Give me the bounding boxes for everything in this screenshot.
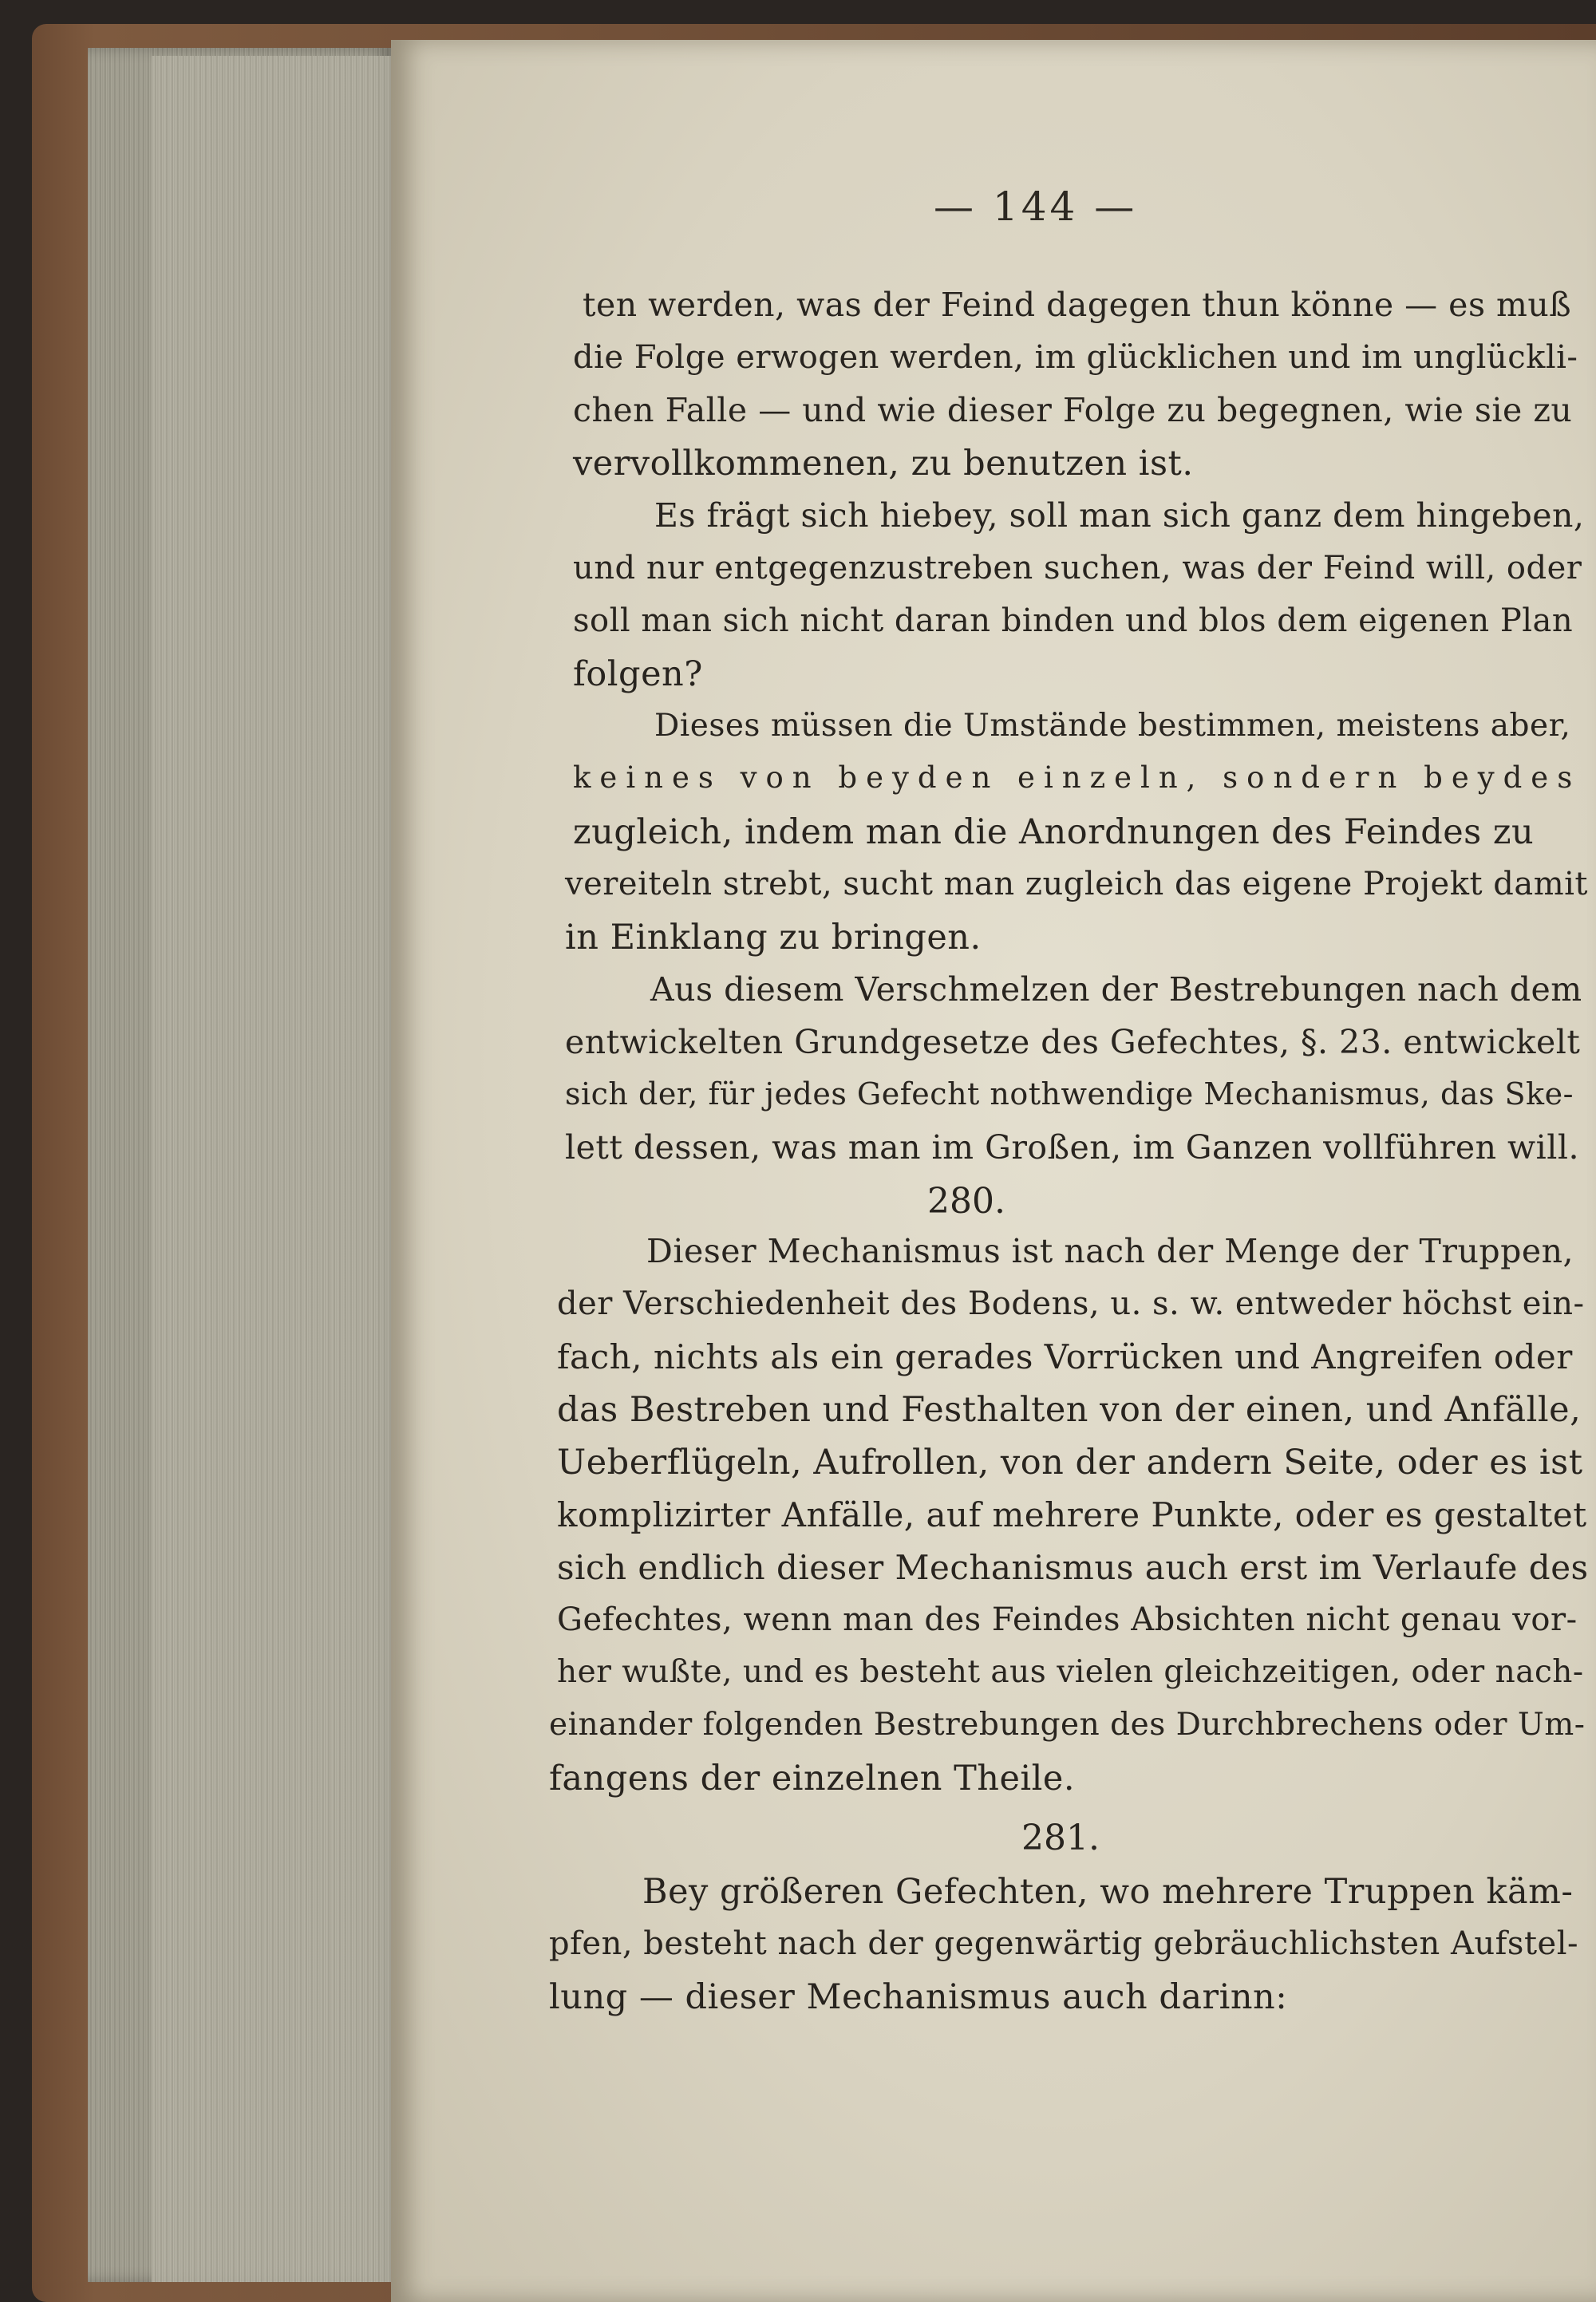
text-line-17: lett dessen, was man im Großen, im Ganzen vollführen will. — [565, 1128, 1579, 1167]
text-line-15: entwickelten Grundgesetze des Gefechtes, §. 23. entwickelt — [565, 1023, 1581, 1061]
text-line-20: fach, nichts als ein gerades Vorrücken und Angreifen oder — [557, 1337, 1573, 1376]
text-line-10: keines von beyden einzeln, sondern beydes — [573, 760, 1582, 795]
book-page — [391, 40, 1596, 2302]
text-line-31: lung — dieser Mechanismus auch darinn: — [549, 1977, 1288, 2017]
text-line-4: vervollkommenen, zu benutzen ist. — [573, 444, 1194, 484]
page-number: — 144 — — [934, 184, 1138, 230]
text-line-19: der Verschiedenheit des Bodens, u. s. w. entweder höchst ein- — [557, 1285, 1585, 1322]
text-line-1: ten werden, was der Feind dagegen thun könne — es muß — [583, 286, 1572, 324]
text-line-23: komplizirter Anfälle, auf mehrere Punkte, oder es gestaltet — [557, 1495, 1587, 1534]
text-line-25: Gefechtes, wenn man des Feindes Absichten nicht genau vor- — [557, 1601, 1578, 1638]
text-line-2: die Folge erwogen werden, im glücklichen und im unglückli- — [573, 339, 1578, 376]
text-line-28: fangens der einzelnen Theile. — [549, 1759, 1076, 1799]
text-line-16: sich der, für jedes Gefecht nothwendige Mechanismus, das Ske- — [565, 1076, 1574, 1112]
text-line-7: soll man sich nicht daran binden und blos dem eigenen Plan — [573, 602, 1574, 639]
text-line-21: das Bestreben und Festhalten von der einen, und Anfälle, — [557, 1390, 1582, 1430]
text-line-12: vereiteln strebt, sucht man zugleich das eigene Projekt damit — [565, 866, 1589, 902]
text-line-9: Dieses müssen die Umstände bestimmen, meistens aber, — [654, 708, 1571, 744]
text-line-22: Ueberflügeln, Aufrollen, von der andern Seite, oder es ist — [557, 1443, 1583, 1483]
section-number-281: 281. — [1021, 1818, 1100, 1858]
text-line-29: Bey größeren Gefechten, wo mehrere Truppen käm- — [642, 1872, 1574, 1912]
text-line-13: in Einklang zu bringen. — [565, 918, 982, 958]
text-line-26: her wußte, und es besteht aus vielen gleichzeitigen, oder nach- — [557, 1654, 1584, 1690]
text-line-24: sich endlich dieser Mechanismus auch erst im Verlaufe des — [557, 1548, 1589, 1587]
section-number-280: 280. — [927, 1181, 1005, 1222]
text-line-27: einander folgenden Bestrebungen des Durchbrechens oder Um- — [549, 1707, 1586, 1743]
text-line-5: Es frägt sich hiebey, soll man sich ganz dem hingeben, — [654, 496, 1585, 535]
text-line-18: Dieser Mechanismus ist nach der Menge der Truppen, — [646, 1232, 1574, 1270]
text-line-14: Aus diesem Verschmelzen der Bestrebungen nach dem — [650, 970, 1582, 1009]
page-edges-highlight — [152, 56, 391, 2282]
text-line-8: folgen? — [573, 654, 703, 694]
text-line-30: pfen, besteht nach der gegenwärtig gebräuchlichsten Aufstel- — [549, 1925, 1578, 1962]
text-line-11: zugleich, indem man die Anordnungen des Feindes zu — [573, 812, 1535, 852]
text-line-3: chen Falle — und wie dieser Folge zu begegnen, wie sie zu — [573, 391, 1573, 429]
text-line-6: und nur entgegenzustreben suchen, was der Feind will, oder — [573, 550, 1582, 586]
